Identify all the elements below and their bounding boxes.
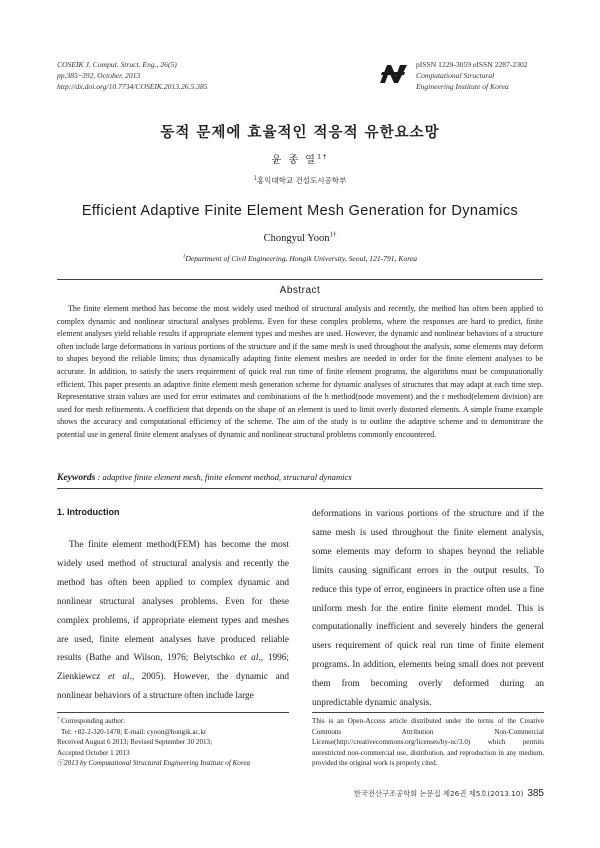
footnote-contact: Tel: +82-2-320-1478; E-mail: cyoon@hongik.ac.kr — [61, 727, 207, 736]
corresponding-author-footnote — [57, 716, 297, 769]
society-line-2: Engineering Institute of Korea — [416, 82, 509, 91]
affiliation-korean-text: 홍익대학교 건설도시공학부 — [256, 176, 347, 185]
page-footer — [300, 788, 544, 799]
open-access-footnote: This is an Open-Access article distributed under the terms of the Creative Commons Attribution Non-Commercial License(http://creativecommons.org/licenses/by-nc/3.0) which permits unrestricted non-commercial use, distribution, and reproduction in any medium, provided the original work is properly cited. — [312, 717, 544, 768]
footnote-rule-right — [312, 712, 544, 713]
intro-text-c: ., 2005). However, the dynamic and nonlinear behaviors of a structure often include large — [57, 672, 290, 702]
title-korean: 동적 문제에 효율적인 적응적 유한요소망 — [160, 125, 440, 141]
abstract-heading: Abstract — [279, 285, 321, 296]
abstract-text: The finite element method has become the most widely used method of structural analysis and recently, the method has often been applied to complex dynamic and nonlinear structural analyses problems. Even for these complex problems, where the responses are hard to predict, finite element analyses yield reliable results if appropriate element types and meshes are used. However, the dynamic and nonlinear behaviors of a structure often include large deformations in various portions of the structure and if the same mesh is used throughout the analysis, some elements may deform to shapes beyond the reliable limits; thus dynamically adapting finite element meshes are needed in order for the finite element analyses to be accurate. In addition, to satisfy the users requirement of quick real run time of finite element programs, the algorithms must be computationally efficient. This paper presents an adaptive finite element mesh generation scheme for dynamic analyses of structures that may adapt at each time step. Representative strain values are used for error estimates and combinations of the h method(node movement) and the r method(element division) are used for mesh refinements. A coefficient that depends on the shape of an element is used to limit overly distorted elements. A simple frame example shows the accuracy and computational efficiency of the scheme. The aim of the study is to outline the adaptive scheme and to demonstrate the potential use in general finite element analyses of dynamic and nonlinear structural problems commonly encountered. — [57, 304, 543, 439]
intro-text-b: ., 1996; Zienkiewcz — [57, 653, 289, 683]
et-al-2: et al — [107, 672, 130, 683]
introduction-paragraph-left — [57, 536, 289, 706]
author-korean — [0, 151, 600, 166]
dagger-mark: † — [57, 715, 60, 721]
affiliation-english-text: Department of Civil Engineering, Hongik University, Seoul, 121-791, Korea — [185, 254, 418, 263]
title-english: Efficient Adaptive Finite Element Mesh Generation for Dynamics — [81, 203, 519, 219]
society-logo — [378, 63, 408, 85]
author-korean-name: 윤 종 열 — [271, 155, 317, 166]
footnote-rule-left — [57, 712, 289, 713]
affiliation-korean — [0, 175, 600, 186]
pages-line: pp.385~392, October, 2013 — [57, 71, 141, 80]
affiliation-korean-mark: 1 — [253, 175, 257, 182]
footnote-received: Received August 6 2013; Revised September 30 2013; — [57, 738, 213, 747]
author-english — [0, 233, 600, 244]
keywords-bottom-rule — [57, 488, 543, 489]
author-english-name: Chongyul Yoon — [263, 233, 330, 244]
issn-block — [416, 59, 528, 92]
intro-text-a: The finite element method(FEM) has become the most widely used method of structural analysis and recently the method has often been applied to complex dynamic and nonlinear structural analyses problems. Even for these complex problems, if appropriate element types and meshes are used, finite element analyses have produced reliable results (Bathe and Wilson, 1976; Belytschko — [57, 540, 289, 664]
corresponding-label: Corresponding author: — [59, 717, 126, 725]
journal-citation — [57, 59, 208, 92]
society-line-1: Computational Structural — [416, 71, 495, 80]
keywords-label: Keywords — [57, 472, 96, 483]
footnote-corresponding — [57, 716, 297, 727]
author-korean-mark: 1† — [316, 152, 329, 161]
issn-line: pISSN 1229-3059 eISSN 2287-2302 — [416, 60, 528, 69]
journal-line: COSEIK J. Comput. Struct. Eng., 26(5) — [57, 60, 177, 69]
footnote-copyright: ⓒ2013 by Computational Structural Engineering Institute of Korea — [57, 759, 251, 768]
abstract-top-rule — [57, 279, 543, 280]
introduction-paragraph-right: deformations in various portions of the structure and if the same mesh is used throughout the finite element analysis, some elements may deform to shapes beyond the reliable limits causing significant errors in the output results. To reduce this type of error, engineers in practice often use a fine uniform mesh for the entire finite element model. This is computationally inefficient and severely hinders the general users requirement of quick real run time of finite element programs. In addition, elements being small does not prevent them from becoming overly deformed during an unpredictable dynamic analysis. — [312, 509, 544, 709]
footnote-accepted: Accepted October 1 2013 — [57, 748, 130, 757]
section-heading-introduction: 1. Introduction — [57, 507, 120, 517]
doi-line: http://dx.doi.org/10.7734/COSEIK.2013.26.5.385 — [57, 82, 208, 91]
affiliation-english — [0, 254, 600, 263]
keywords — [57, 472, 543, 483]
author-english-mark: 1† — [329, 231, 337, 239]
keywords-text: : adaptive finite element mesh, finite element method, structural dynamics — [95, 472, 352, 482]
page-number: 385 — [527, 788, 544, 799]
et-al-1: et al — [239, 653, 259, 664]
affiliation-english-mark: 1 — [182, 254, 186, 260]
footer-journal: 한국전산구조공학회 논문집 제26권 제5호(2013.10) — [353, 789, 524, 798]
